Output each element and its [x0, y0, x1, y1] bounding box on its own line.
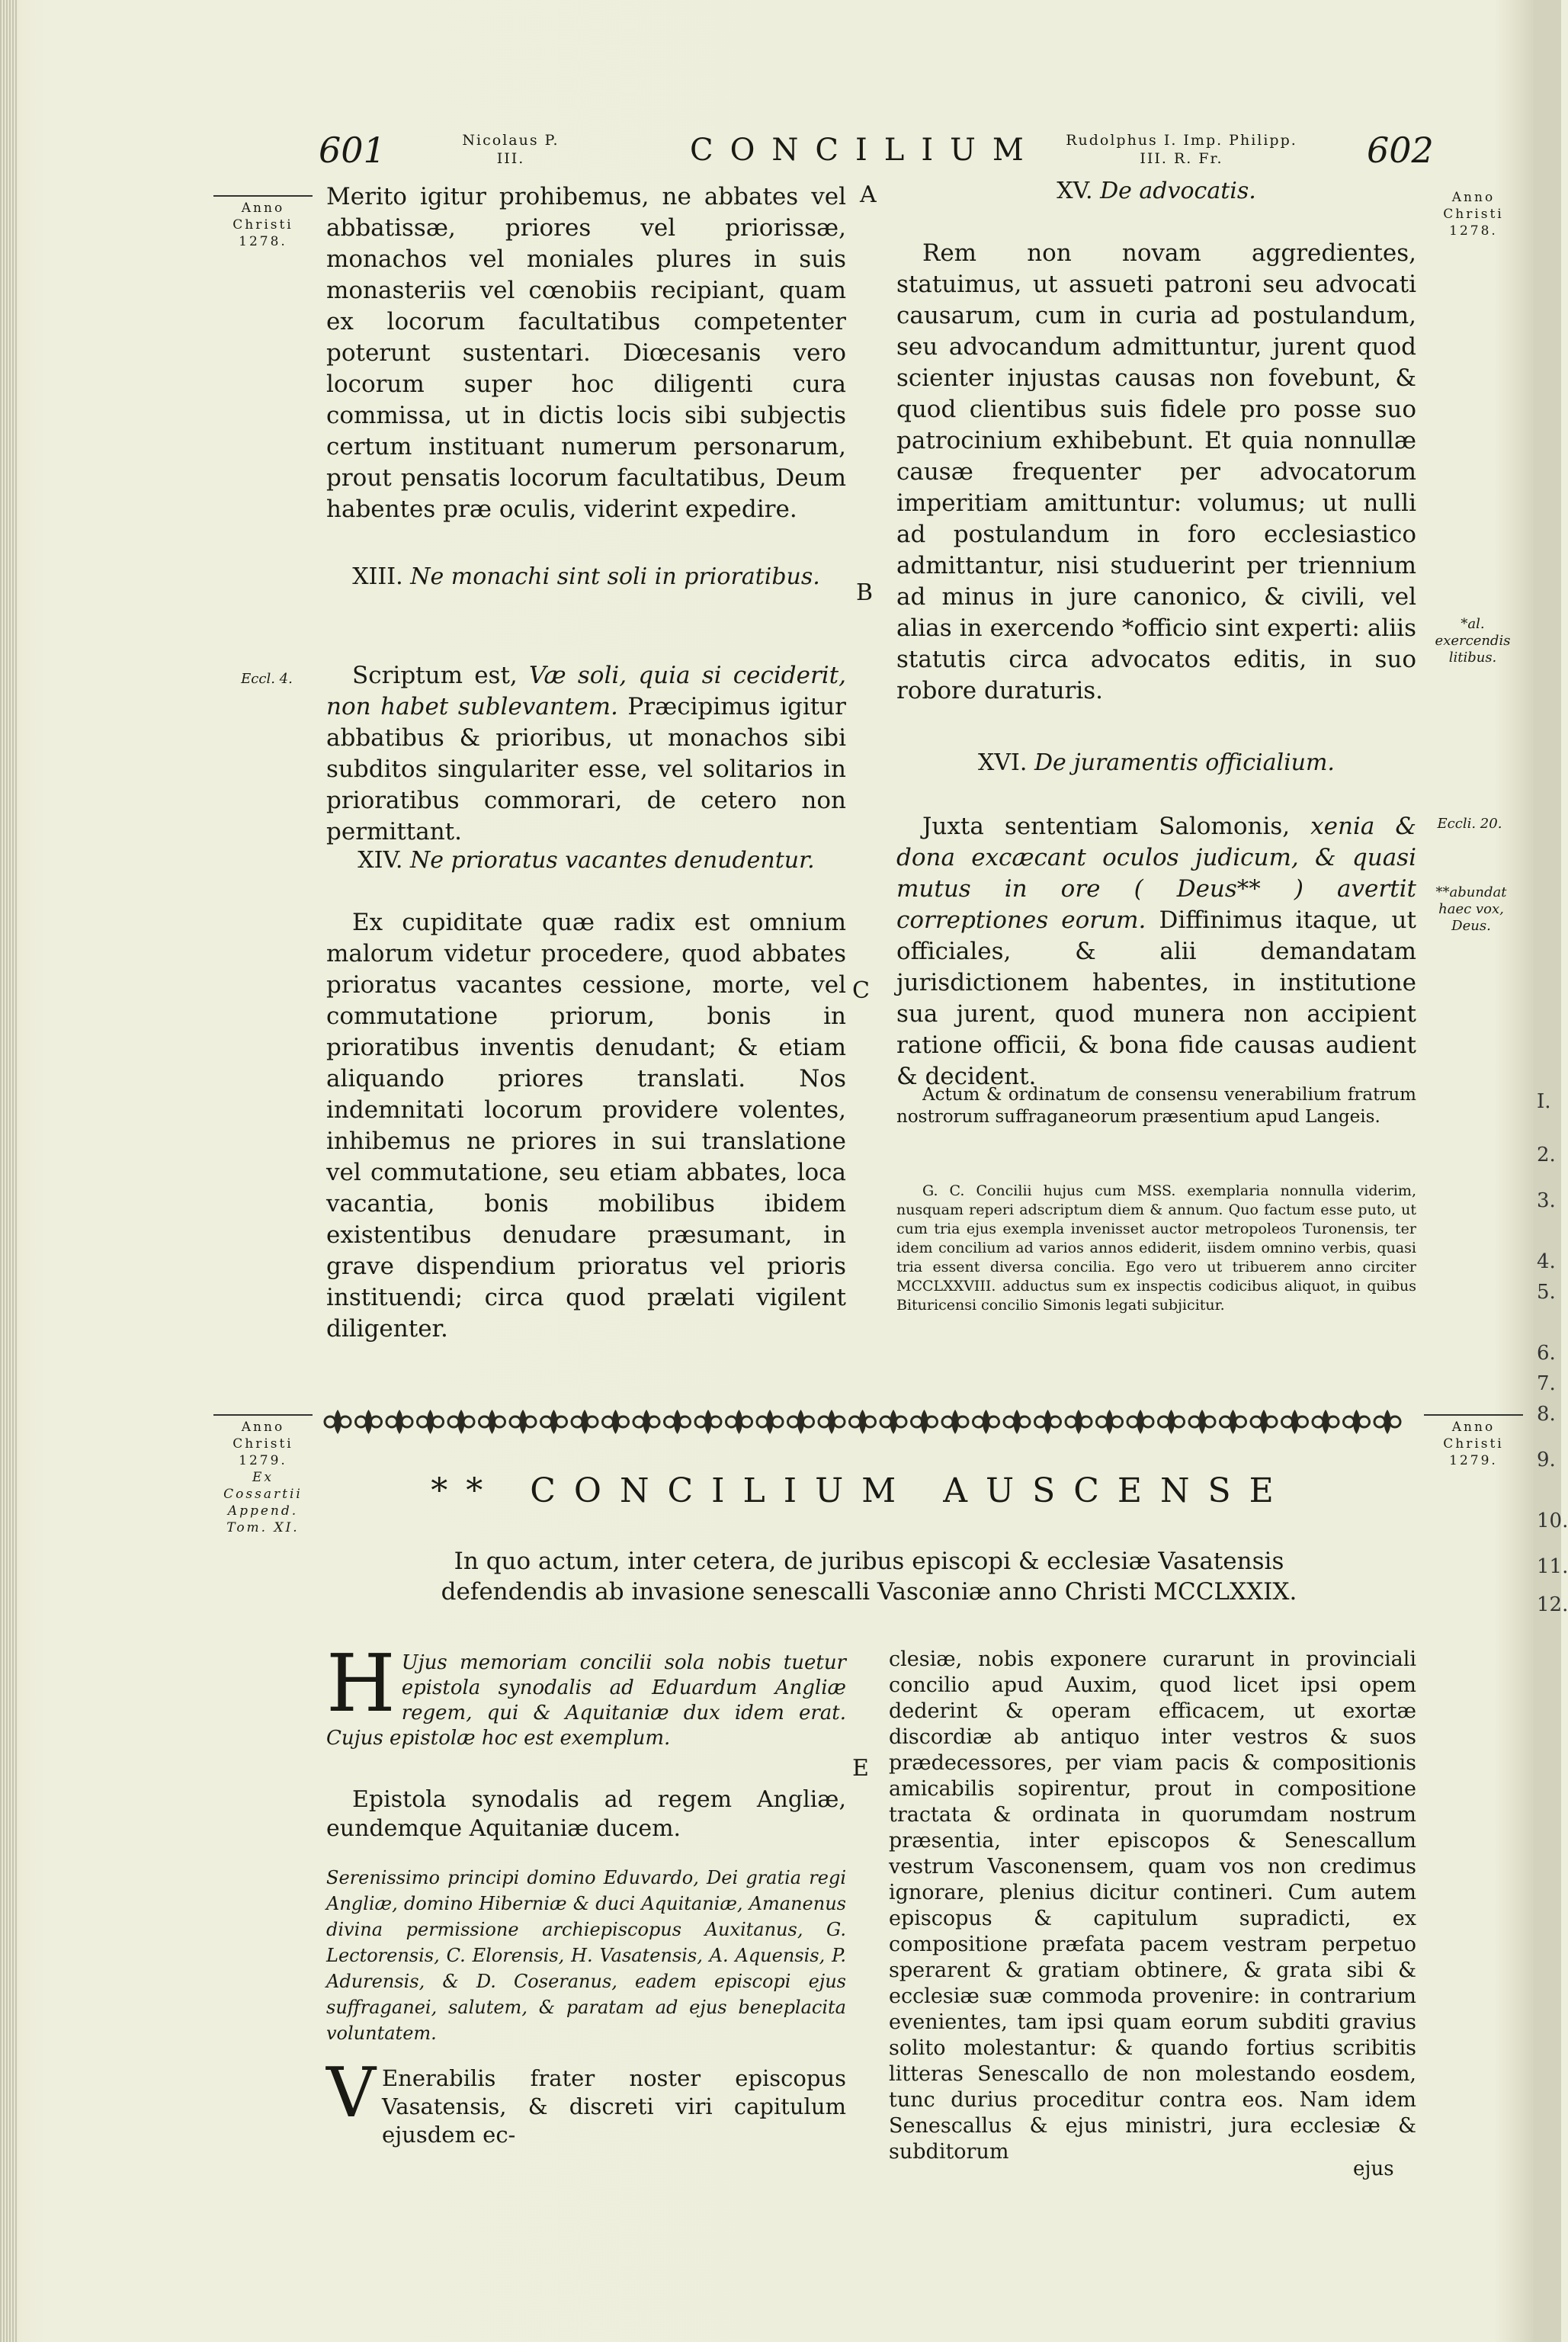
margin-letter-c: C: [852, 977, 870, 1004]
ornament-unit: [757, 1410, 783, 1434]
ornament-unit: [1374, 1410, 1400, 1434]
year-note-top-right: Anno Christi 1278.: [1443, 190, 1504, 239]
year-note-mid-left: Anno Christi 1279. Ex Cossartii Append. Tom. XI.: [213, 1414, 313, 1536]
ornament-unit: [633, 1410, 659, 1434]
ornament-unit: [726, 1410, 752, 1434]
ornament-unit: [850, 1410, 876, 1434]
ornament-unit: [386, 1410, 412, 1434]
left-page-number: 601: [319, 130, 386, 171]
section-13-heading: XIII. Ne monachi sint soli in prioratibus.: [352, 563, 820, 590]
ornament-unit: [880, 1410, 906, 1434]
section-15-heading: XV. De advocatis.: [1057, 178, 1256, 204]
drop-cap-h: H: [326, 1637, 396, 1730]
ornament-unit: [541, 1410, 567, 1434]
ornament-unit: [356, 1410, 382, 1434]
left-running-head: Nicolaus P. III.: [462, 132, 560, 167]
ornament-unit: [942, 1410, 968, 1434]
catchword: ejus: [1353, 2158, 1394, 2180]
ornament-unit: [603, 1410, 629, 1434]
ornament-unit: [788, 1410, 814, 1434]
ornament-unit: [665, 1410, 691, 1434]
ornament-unit: [1220, 1410, 1246, 1434]
ornament-unit: [572, 1410, 598, 1434]
margin-note-abundat: **abundat haec vox, Deus.: [1435, 884, 1507, 934]
ornament-unit: [1066, 1410, 1092, 1434]
paragraph-16: Juxta sententiam Salomonis, xenia & dona excæcant oculos judicum, & quasi mutus in ore ( Deus** ) avertit correptiones eorum. Diffinimus itaque, ut officiales, & alii demandatam jurisdictionem habentes, in institutione sua jurent, quod munera non accipient ratione officii, & bona fide causas audient & decident.: [896, 813, 1416, 1090]
drop-cap-v: V: [326, 2053, 376, 2133]
next-page-edge: I. 2. 3. 4. 5. 6. 7. 8. 9. 10. 11. 12.: [1534, 0, 1561, 2342]
margin-letter-e: E: [852, 1755, 869, 1782]
ornament-unit: [510, 1410, 536, 1434]
ornament-unit: [448, 1410, 474, 1434]
ornament-unit: [819, 1410, 845, 1434]
book-page-edges: [0, 0, 17, 2342]
council-subtitle: In quo actum, inter cetera, de juribus episcopi & ecclesiæ Vasatensis defendendis ab invasione senescalli Vasconiæ anno Christi MCCLXXIX.: [441, 1548, 1297, 1606]
margin-note-exercendis: *al. exercendis litibus.: [1435, 616, 1511, 666]
year-note-top-left: Anno Christi 1278.: [213, 195, 313, 250]
left-column: [326, 181, 846, 525]
council-title: ** CONCILIUM AUSCENSE: [431, 1471, 1292, 1510]
epistola-title: Epistola synodalis ad regem Angliæ, eundemque Aquitaniæ ducem.: [326, 1786, 846, 1842]
running-title: CONCILIUM: [690, 133, 1041, 168]
ornament-band: [322, 1407, 1408, 1437]
actum-statement: Actum & ordinatum de consensu venerabilium fratrum nostrorum suffraganeorum præsentium apud Langeis.: [896, 1085, 1416, 1127]
ornament-unit: [479, 1410, 505, 1434]
epistola-body-start: V Enerabilis frater noster episcopus Vasatensis, & discreti viri capitulum ejusdem ec-: [326, 2053, 846, 2148]
ornament-unit: [1251, 1410, 1277, 1434]
ornament-unit: [325, 1410, 351, 1434]
ornament-unit: [973, 1410, 999, 1434]
ornament-unit: [1035, 1410, 1061, 1434]
margin-letter-b: B: [856, 579, 874, 606]
margin-letter-a: A: [860, 181, 877, 208]
epistola-body-continued: clesiæ, nobis exponere curarunt in provinciali concilio apud Auxim, quod licet ipsi opem dederint & operam efficacem, ut exortæ discordiæ ab antiquo inter vestros & suos prædecessores, per viam pacis & compositionis amicabilis sopirentur, prout in compositione tractata & ordinata in quorumdam nostrum præsentia, inter episcopos & Senescallum vestrum Vasconensem, quam vos non credimus ignorare, plenius dicitur contineri. Cum autem episcopus & capitulum supradicti, ex compositione præfata pacem vestram perpetuo sperarent & gratiam obtinere, & grata sibi & ecclesiæ suæ commoda provenire: in contrarium evenientes, tam ipsi quam eorum subditi gravius solito molestantur: & quando fortius scribitis litteras Senescallo de non molestando eosdem, tunc durius proceditur contra eos. Nam idem Senescallus & ejus ministri, jura ecclesiæ & subditorum: [889, 1647, 1416, 2164]
paragraph-13: Scriptum est, Væ soli, quia si ceciderit, non habet sublevantem. Præcipimus igitur abbatibus & prioribus, ut monachos sibi subditos singulariter esse, vel solitarios in prioratibus commorari, de cetero non permittant.: [326, 662, 847, 845]
ornament-unit: [1189, 1410, 1215, 1434]
editor-note: G. C. Concilii hujus cum MSS. exemplaria nonnulla viderim, nusquam reperi adscriptum diem & annum. Quo factum esse puto, ut cum tria ejus exempla invenisset auctor metropoleos Turonensis, ter idem concilium ad varios annos ediderit, iisdem omnino verbis, quasi tria essent diversa concilia. Ego vero ut tribuerem anno circiter MCCLXXVIII. adductus sum ex inspectis codicibus aliquot, in quibus Bituricensi concilio Simonis legati subjicitur.: [896, 1182, 1416, 1314]
paragraph-15: Rem non novam aggredientes, statuimus, ut assueti patroni seu advocati causarum, cum in curia ad postulandum, seu advocandum admittuntur, jurent quod scienter injustas causas non fovebunt, & quod clientibus suis fidele pro posse suo patrocinium exhibebunt. Et quia nonnullæ causæ frequenter per advocatorum imperitiam amittuntur: volumus; ut nulli ad postulandum in foro ecclesiastico admittantur, nisi studuerint per triennium ad minus in jure canonico, & civili, vel alias in exercendo *officio sint experti: aliis statutis circa advocatos editis, in suo robore duraturis.: [896, 239, 1416, 704]
ornament-unit: [1159, 1410, 1185, 1434]
paragraph-12: Merito igitur prohibemus, ne abbates vel abbatissæ, priores vel priorissæ, monachos vel moniales plures in suis monasteriis vel cœnobiis recipiant, quam ex locorum facultatibus competenter poterunt sustentari. Diœcesanis vero locorum super hoc diligenti cura commissa, ut in dictis locis sibi subjectis certum instituant numerum personarum, prout pensatis locorum facultatibus, Deum habentes præ oculis, viderint expedire.: [326, 183, 846, 523]
ornament-unit: [695, 1410, 721, 1434]
paragraph-14: Ex cupiditate quæ radix est omnium malorum videtur procedere, quod abbates prioratus vacantes cessione, morte, vel commutatione priorum, bonis in prioratibus inventis denudant; & etiam aliquando priores translati. Nos indemnitati locorum providere volentes, inhibemus ne priores in sui translatione vel commutatione, seu etiam abbates, loca vacantia, bonis mobilibus ibidem existentibus denudare præsumant, in grave dispendium prioratus vel prioris instituendi; circa quod prælati vigilent diligenter.: [326, 909, 846, 1343]
ornament-unit: [1004, 1410, 1030, 1434]
right-page-number: 602: [1367, 130, 1434, 171]
ornament-unit: [1097, 1410, 1123, 1434]
ornament-unit: [1282, 1410, 1308, 1434]
margin-note-eccli20: Eccli. 20.: [1437, 816, 1502, 832]
margin-note-eccl4: Eccl. 4.: [241, 671, 293, 687]
salutation: Serenissimo principi domino Eduvardo, Dei gratia regi Angliæ, domino Hiberniæ & duci Aquitaniæ, Amanenus divina permissione archiepiscopus Auxitanus, G. Lectorensis, C. Elorensis, H. Vasatensis, A. Aquensis, P. Adurensis, & D. Coseranus, eadem episcopi ejus suffraganei, salutem, & paratam ad ejus beneplacita voluntatem.: [326, 1867, 846, 2044]
section-14-heading: XIV. Ne prioratus vacantes denudentur.: [358, 847, 815, 874]
year-note-mid-right: Anno Christi 1279.: [1424, 1414, 1523, 1469]
ornament-svg: [322, 1407, 1408, 1437]
right-running-head: Rudolphus I. Imp. Philipp. III. R. Fr.: [1066, 132, 1297, 167]
ornament-unit: [418, 1410, 444, 1434]
section-16-heading: XVI. De juramentis officialium.: [978, 749, 1335, 776]
ornament-unit: [1127, 1410, 1153, 1434]
ornament-unit: [1313, 1410, 1339, 1434]
council-intro: H Ujus memoriam concilii sola nobis tuetur epistola synodalis ad Eduardum Angliæ regem, qui & Aquitaniæ dux idem erat. Cujus epistolæ hoc est exemplum.: [326, 1637, 846, 1750]
ornament-unit: [1344, 1410, 1370, 1434]
ornament-unit: [912, 1410, 938, 1434]
